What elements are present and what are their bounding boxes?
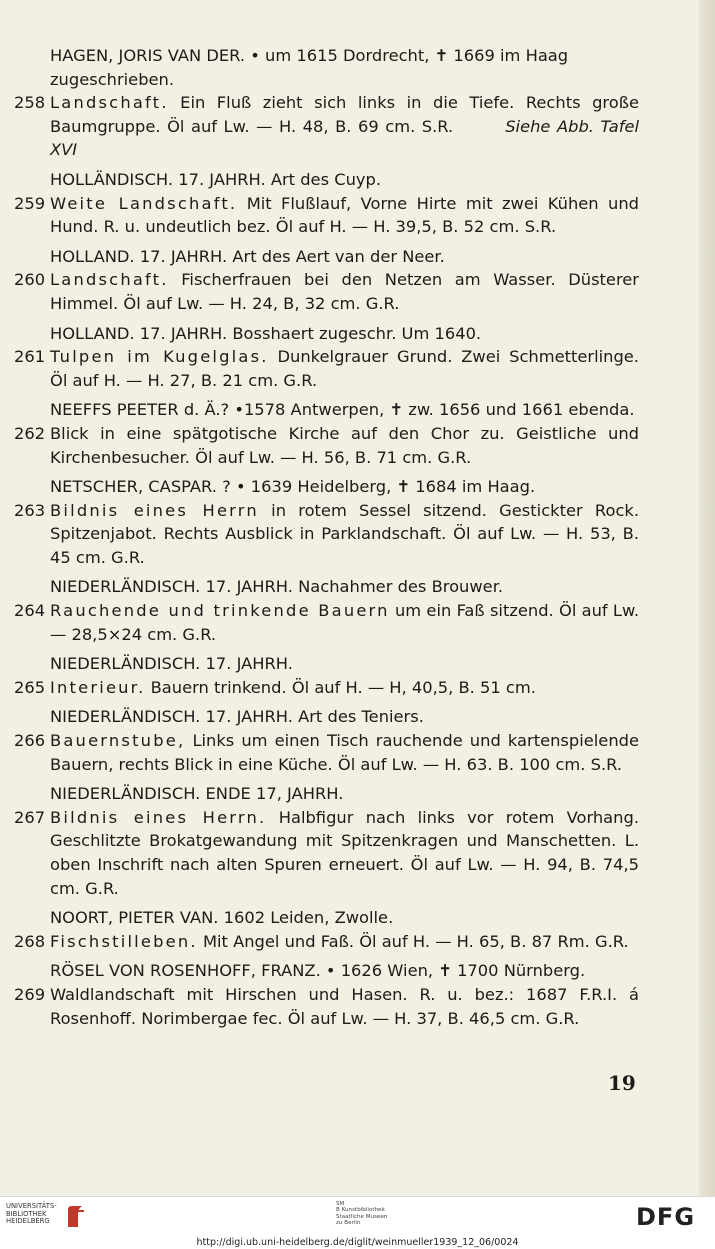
kunstbibliothek-logo-text[interactable]: SM B Kunstbibliothek Staatliche Museen zu Berlin bbox=[336, 1201, 388, 1227]
artwork-title: Interieur. bbox=[50, 677, 146, 697]
artist-header: NIEDERLÄNDISCH. 17. JAHRH. bbox=[50, 654, 293, 674]
lot-number: 260 bbox=[14, 270, 46, 290]
artwork-description: Halbfigur nach links vor rotem Vorhang. Geschlitzte Brokatgewandung mit Spitzenkragen und Manschetten. L. oben Inschrift nach alten Spuren erneuert. Öl auf Lw. — H. 94, B. 74,5 cm. G.R. bbox=[50, 807, 639, 898]
lot-number: 258 bbox=[14, 93, 46, 113]
artwork-title: Bildnis eines Herrn. bbox=[50, 807, 267, 827]
artwork-description: Ein Fluß zieht sich links in die Tiefe. Rechts große Baumgruppe. Öl auf Lw. — H. 48, B. 69 cm. S.R. bbox=[50, 93, 639, 136]
lot-number: 265 bbox=[14, 677, 46, 697]
catalog-entry bbox=[14, 91, 639, 162]
lot-number: 269 bbox=[14, 984, 46, 1004]
catalog-entry bbox=[14, 729, 639, 776]
catalog-entry bbox=[14, 676, 639, 700]
artwork-title: Tulpen im Kugelglas. bbox=[50, 347, 269, 367]
artwork-description: um ein Faß sitzend. Öl auf Lw. — 28,5×24 cm. G.R. bbox=[50, 601, 639, 644]
artist-header: HOLLÄNDISCH. 17. JAHRH. Art des Cuyp. bbox=[50, 169, 382, 189]
artwork-title: Bauernstube, bbox=[50, 731, 186, 751]
artist-header: HAGEN, JORIS VAN DER. • um 1615 Dordrecht, ✝ 1669 im Haag zugeschrieben. bbox=[50, 46, 569, 89]
artwork-description: Mit Flußlauf, Vorne Hirte mit zwei Kühen und Hund. R. u. undeutlich bez. Öl auf H. — H. 39,5, B. 52 cm. S.R. bbox=[50, 193, 639, 237]
catalog-entry bbox=[14, 422, 639, 469]
lot-number: 262 bbox=[14, 423, 46, 443]
artist-header: HOLLAND. 17. JAHRH. Bosshaert zugeschr. Um 1640. bbox=[50, 323, 482, 343]
artist-header: NETSCHER, CASPAR. ? • 1639 Heidelberg, ✝ 1684 im Haag. bbox=[50, 477, 536, 497]
lot-number: 264 bbox=[14, 601, 46, 621]
catalog-entry bbox=[14, 499, 639, 570]
dfg-logo[interactable]: DFG bbox=[636, 1203, 696, 1231]
artwork-description: Blick in eine spätgotische Kirche auf den Chor zu. Geistliche und Kirchenbesucher. Öl auf Lw. — H. 56, B. 71 cm. G.R. bbox=[50, 423, 639, 467]
artist-header: NOORT, PIETER VAN. 1602 Leiden, Zwolle. bbox=[50, 908, 394, 928]
artist-header: NIEDERLÄNDISCH. 17. JAHRH. Nachahmer des Brouwer. bbox=[50, 577, 504, 597]
catalog-entry bbox=[14, 192, 639, 239]
plate-reference: Siehe Abb. Tafel XVI bbox=[50, 116, 639, 160]
catalog-entries bbox=[14, 44, 639, 1036]
artwork-description: Dunkelgrauer Grund. Zwei Schmetterlinge. Öl auf H. — H. 27, B. 21 cm. G.R. bbox=[50, 347, 639, 390]
university-library-logo-icon[interactable] bbox=[64, 1203, 88, 1231]
catalog-entry bbox=[14, 930, 639, 954]
artwork-title: Bildnis eines Herrn bbox=[50, 500, 259, 520]
catalog-entry bbox=[14, 983, 639, 1030]
page-edge-shadow bbox=[699, 0, 715, 1196]
lot-number: 259 bbox=[14, 193, 46, 213]
artist-header: NIEDERLÄNDISCH. ENDE 17, JAHRH. bbox=[50, 784, 344, 804]
artwork-title: Fischstilleben. bbox=[50, 931, 198, 951]
artwork-description: Mit Angel und Faß. Öl auf H. — H. 65, B. 87 Rm. G.R. bbox=[202, 931, 629, 951]
artwork-description: Bauern trinkend. Öl auf H. — H, 40,5, B. 51 cm. bbox=[150, 677, 536, 697]
catalog-entry bbox=[14, 599, 639, 646]
lot-number: 266 bbox=[14, 731, 46, 751]
artwork-title: Landschaft. bbox=[50, 93, 169, 113]
artwork-description: Fischerfrauen bei den Netzen am Wasser. Düsterer Himmel. Öl auf Lw. — H. 24, B, 32 cm. G.R. bbox=[50, 270, 639, 313]
lot-number: 267 bbox=[14, 807, 46, 827]
artwork-title: Rauchende und trinkende Bauern bbox=[50, 601, 390, 621]
lot-number: 261 bbox=[14, 347, 46, 367]
catalog-entry bbox=[14, 806, 639, 900]
source-url[interactable]: http://digi.ub.uni-heidelberg.de/diglit/weinmueller1939_12_06/0024 bbox=[196, 1237, 519, 1248]
lot-number: 268 bbox=[14, 931, 46, 951]
catalog-entry bbox=[14, 268, 639, 315]
viewer-footer bbox=[0, 1196, 715, 1237]
page-number: 19 bbox=[608, 1071, 636, 1095]
artwork-description: Waldlandschaft mit Hirschen und Hasen. R. u. bez.: 1687 F.R.I. á Rosenhoff. Norimbergae fec. Öl auf Lw. — H. 37, B. 46,5 cm. G.R. bbox=[50, 984, 639, 1028]
artist-header: NEEFFS PEETER d. Ä.? •1578 Antwerpen, ✝ zw. 1656 und 1661 ebenda. bbox=[50, 400, 635, 420]
artwork-title: Landschaft. bbox=[50, 270, 169, 290]
artist-header: HOLLAND. 17. JAHRH. Art des Aert van der Neer. bbox=[50, 246, 445, 266]
artwork-description: in rotem Sessel sitzend. Gestickter Rock. Spitzenjabot. Rechts Ausblick in Parklandschaft. Öl auf Lw. — H. 53, B. 45 cm. G.R. bbox=[50, 500, 640, 567]
lot-number: 263 bbox=[14, 500, 46, 520]
artist-header: RÖSEL VON ROSENHOFF, FRANZ. • 1626 Wien, ✝ 1700 Nürnberg. bbox=[50, 961, 586, 981]
artwork-description: Links um einen Tisch rauchende und kartenspielende Bauern, rechts Blick in eine Küche. Öl auf Lw. — H. 63. B. 100 cm. S.R. bbox=[50, 731, 639, 774]
university-library-logo-text[interactable]: UNIVERSITÄTS- BIBLIOTHEK HEIDELBERG bbox=[6, 1202, 57, 1225]
catalog-entry bbox=[14, 345, 639, 392]
artist-header: NIEDERLÄNDISCH. 17. JAHRH. Art des Teniers. bbox=[50, 707, 424, 727]
artwork-title: Weite Landschaft. bbox=[50, 193, 238, 213]
